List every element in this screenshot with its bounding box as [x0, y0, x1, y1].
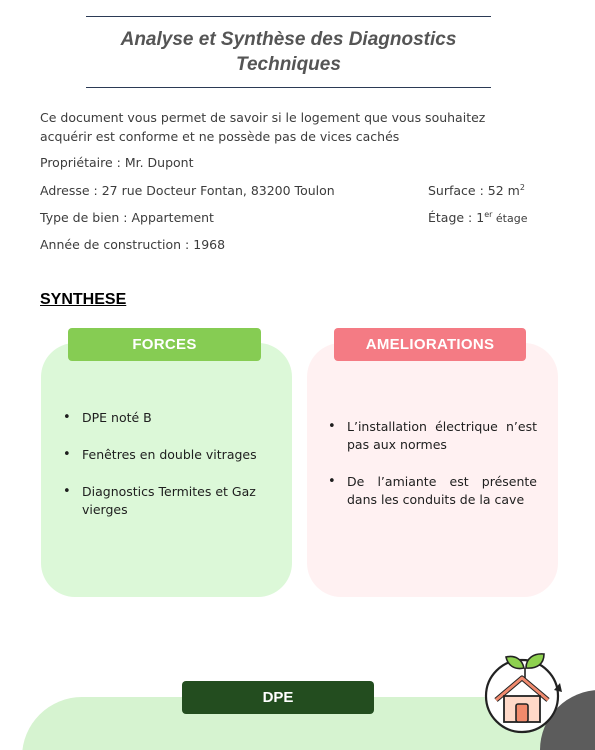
synthese-heading: SYNTHESE: [40, 291, 127, 308]
document-title: [121, 27, 457, 77]
document-title-block: [86, 16, 491, 88]
floor-line: [428, 210, 528, 225]
ameliorations-label: AMELIORATIONS: [334, 328, 526, 361]
floor-value: Étage : 1: [428, 210, 485, 226]
list-item: • L’installation électrique n’est pas aux normes: [325, 418, 537, 454]
surface-value: Surface : 52 m: [428, 183, 520, 199]
floor-suffix: étage: [492, 212, 528, 226]
list-item: • De l’amiante est présente dans les conduits de la cave: [325, 473, 537, 509]
floor-exponent: er: [484, 210, 493, 219]
type-line: Type de bien : Appartement: [40, 210, 214, 225]
list-item: • Fenêtres en double vitrages: [60, 446, 278, 464]
forces-label: FORCES: [68, 328, 261, 361]
intro-text: Ce document vous permet de savoir si le logement que vous souhaitez acquérir est conforme et ne possède pas de vices cachés: [40, 110, 486, 144]
surface-exponent: 2: [519, 183, 525, 192]
ameliorations-list: [325, 418, 537, 528]
year-line: Année de construction : 1968: [40, 237, 226, 252]
address-line: Adresse : 27 rue Docteur Fontan, 83200 Toulon: [40, 183, 335, 198]
title-line-2: Techniques: [236, 54, 341, 75]
list-item: • DPE noté B: [60, 409, 278, 427]
forces-list: [60, 409, 278, 538]
list-item: • Diagnostics Termites et Gaz vierges: [60, 483, 278, 519]
dpe-label: DPE: [182, 681, 374, 714]
owner-line: Propriétaire : Mr. Dupont: [40, 155, 194, 170]
title-line-1: Analyse et Synthèse des Diagnostics: [120, 29, 457, 50]
eco-house-icon: [482, 650, 564, 740]
surface-line: [428, 183, 525, 198]
